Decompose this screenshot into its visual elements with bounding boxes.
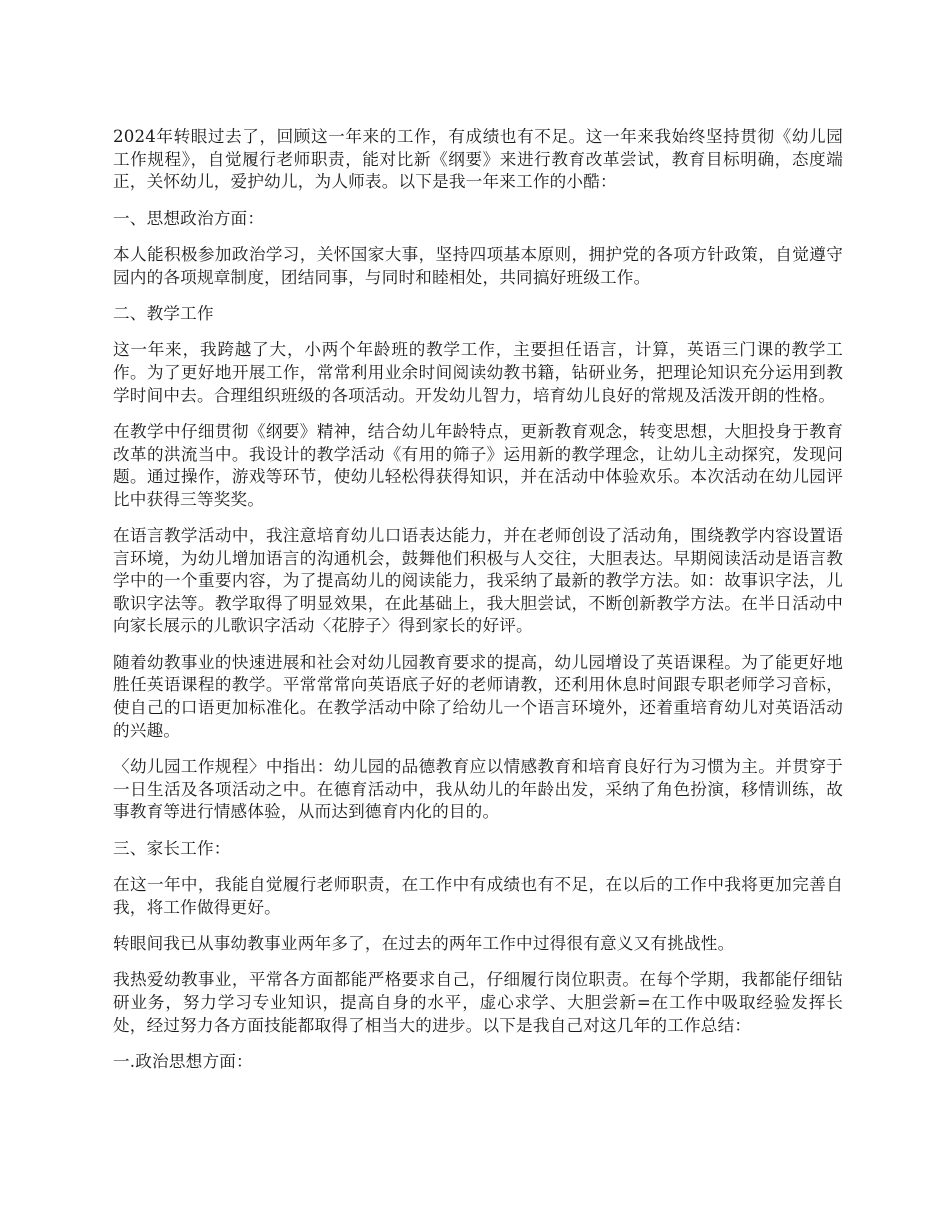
parents-paragraph-3: 我热爱幼教事业，平常各方面都能严格要求自己，仔细履行岗位职责。在每个学期，我都能仔细钻研业务，努力学习专业知识，提高自身的水平，虚心求学、大胆尝新=在工作中吸取经验发挥长处，经过努力各方面技能都取得了相当大的进步。以下是我自己对这几年的工作总结： (113, 970, 843, 1035)
section-heading-parents: 三、家长工作： (113, 838, 231, 858)
teaching-paragraph-5: 〈幼儿园工作规程〉中指出：幼儿园的品德教育应以情感教育和培育良好行为习惯为主。并贯穿于一日生活及各项活动之中。在德育活动中，我从幼儿的年龄出发，采纳了角色扮演，移情训练，故事教育等进行情感体验，从而达到德育内化的目的。 (113, 757, 843, 822)
teaching-paragraph-3: 在语言教学活动中，我注意培育幼儿口语表达能力，并在老师创设了活动角，围绕教学内容设置语言环境，为幼儿增加语言的沟通机会，鼓舞他们积极与人交往，大胆表达。早期阅读活动是语言教学中的一个重要内容，为了提高幼儿的阅读能力，我采纳了最新的教学方法。如：故事识字法，儿歌识字法等。教学取得了明显效果，在此基础上，我大胆尝试，不断创新教学方法。在半日活动中向家长展示的儿歌识字活动〈花脖子〉得到家长的好评。 (113, 526, 843, 636)
ideology-paragraph: 本人能积极参加政治学习，关怀国家大事，坚持四项基本原则，拥护党的各项方针政策，自觉遵守园内的各项规章制度，团结同事，与同时和睦相处，共同搞好班级工作。 (113, 244, 843, 287)
teaching-paragraph-2: 在教学中仔细贯彻《纲要》精神，结合幼儿年龄特点，更新教育观念，转变思想，大胆投身于教育改革的洪流当中。我设计的教学活动《有用的筛子》运用新的教学理念，让幼儿主动探究，发现问题。通过操作，游戏等环节，使幼儿轻松得获得知识，并在活动中体验欢乐。本次活动在幼儿园评比中获得三等奖奖。 (113, 421, 843, 509)
section-heading-politics: 一.政治思想方面： (113, 1051, 253, 1071)
section-heading-teaching: 二、教学工作 (113, 303, 214, 323)
parents-paragraph-2: 转眼间我已从事幼教事业两年多了，在过去的两年工作中过得很有意义又有挑战性。 (113, 933, 735, 953)
parents-paragraph-1: 在这一年中，我能自觉履行老师职责，在工作中有成绩也有不足，在以后的工作中我将更加完善自我，将工作做得更好。 (113, 875, 843, 917)
document-page (113, 126, 843, 1087)
teaching-paragraph-4: 随着幼教事业的快速进展和社会对幼儿园教育要求的提高，幼儿园增设了英语课程。为了能更好地胜任英语课程的教学。平常常常向英语底子好的老师请教，还利用休息时间跟专职老师学习音标，使自己的口语更加标准化。在教学活动中除了给幼儿一个语言环境外，还着重培育幼儿对英语活动的兴趣。 (113, 652, 843, 740)
teaching-paragraph-1: 这一年来，我跨越了大，小两个年龄班的教学工作，主要担任语言，计算，英语三门课的教学工作。为了更好地开展工作，常常利用业余时间阅读幼教书籍，钻研业务，把理论知识充分运用到教学时间中去。合理组织班级的各项活动。开发幼儿智力，培育幼儿良好的常规及活泼开朗的性格。 (113, 340, 843, 405)
section-heading-ideology: 一、思想政治方面： (113, 208, 265, 228)
intro-paragraph: 2024年转眼过去了，回顾这一年来的工作，有成绩也有不足。这一年来我始终坚持贯彻《幼儿园工作规程》，自觉履行老师职责，能对比新《纲要》来进行教育改革尝试，教育目标明确，态度端正，关怀幼儿，爱护幼儿，为人师表。以下是我一年来工作的小酷： (113, 127, 843, 192)
